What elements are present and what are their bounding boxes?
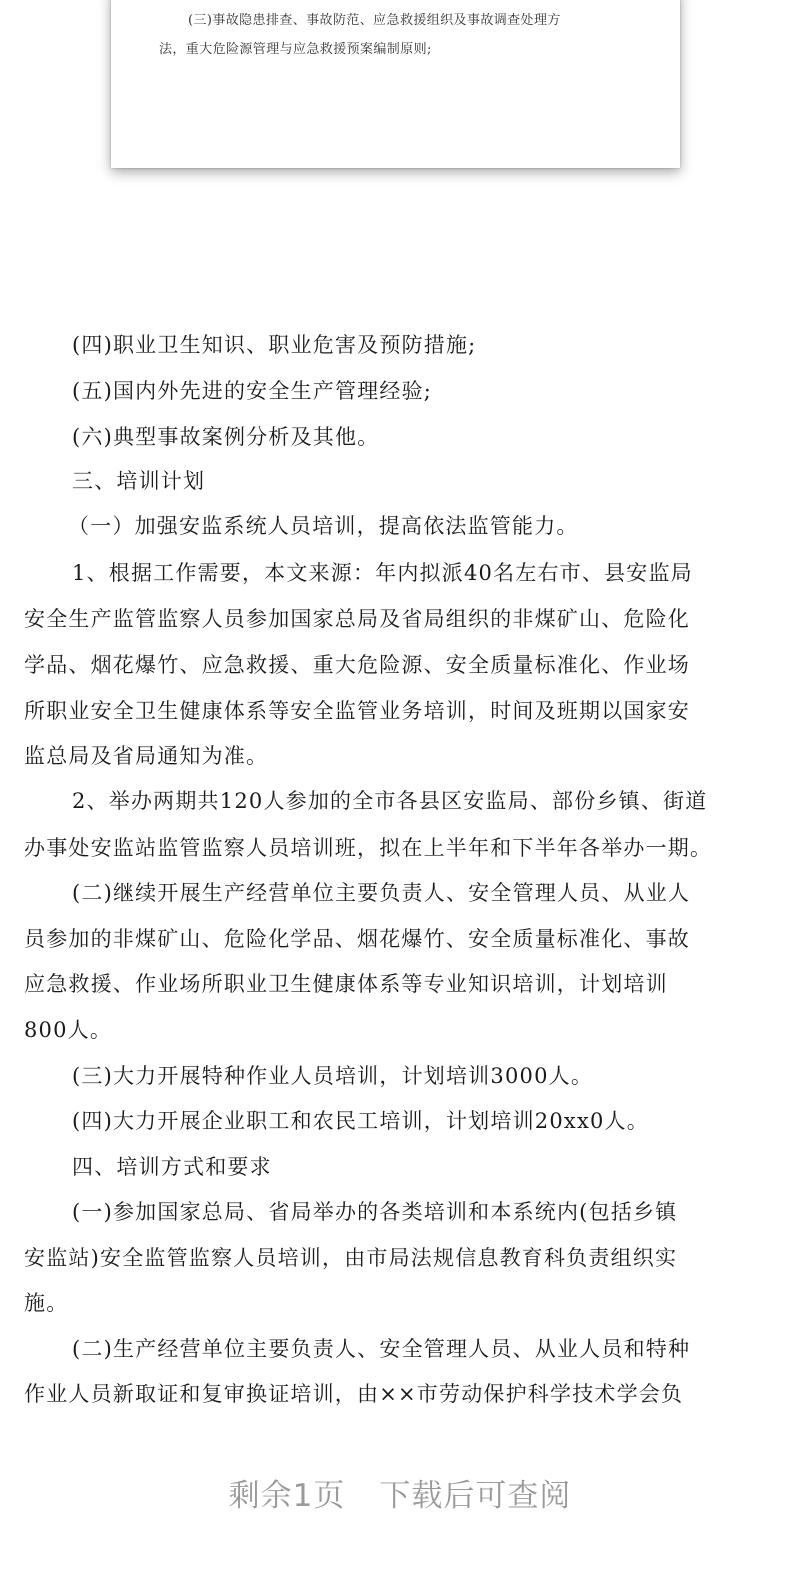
- doc-line: (二)生产经营单位主要负责人、安全管理人员、从业人员和特种: [72, 1337, 691, 1361]
- remaining-pages-label: 剩余1页: [228, 1478, 346, 1514]
- doc-line: 监总局及省局通知为准。: [24, 744, 269, 768]
- section-heading: 四、培训方式和要求: [72, 1155, 272, 1179]
- download-to-view-label[interactable]: 下载后可查阅: [379, 1478, 572, 1514]
- doc-line: 所职业安全卫生健康体系等安全监管业务培训，时间及班期以国家安: [24, 699, 690, 723]
- doc-line: （一）加强安监系统人员培训，提高依法监管能力。: [68, 514, 579, 538]
- doc-line: 作业人员新取证和复审换证培训，由××市劳动保护科学技术学会负: [24, 1382, 684, 1406]
- doc-line: (一)参加国家总局、省局举办的各类培训和本系统内(包括乡镇: [72, 1200, 678, 1224]
- doc-line: (四)职业卫生知识、职业危害及预防措施;: [72, 333, 477, 357]
- doc-line: 办事处安监站监管监察人员培训班，拟在上半年和下半年各举办一期。: [24, 836, 713, 860]
- doc-line: 800人。: [24, 1018, 113, 1042]
- doc-line: (二)继续开展生产经营单位主要负责人、安全管理人员、从业人: [72, 881, 691, 905]
- doc-line: (五)国内外先进的安全生产管理经验;: [72, 379, 433, 403]
- doc-line: (四)大力开展企业职工和农民工培训，计划培训20xx0人。: [72, 1109, 649, 1133]
- doc-line: 安监站)安全监管监察人员培训，由市局法规信息教育科负责组织实: [24, 1246, 678, 1270]
- preview-line-2: 法，重大危险源管理与应急救援预案编制原则;: [159, 42, 432, 57]
- doc-line: 安全生产监管监察人员参加国家总局及省局组织的非煤矿山、危险化: [24, 607, 690, 631]
- doc-line: 1、根据工作需要，本文来源：年内拟派40名左右市、县安监局: [72, 561, 693, 585]
- preview-card: [111, 0, 680, 168]
- doc-line: 施。: [24, 1291, 69, 1315]
- preview-line-1: (三)事故隐患排查、事故防范、应急救援组织及事故调查处理方: [188, 13, 561, 28]
- doc-line: 2、举办两期共120人参加的全市各县区安监局、部份乡镇、街道: [72, 789, 708, 813]
- doc-line: 学品、烟花爆竹、应急救援、重大危险源、安全质量标准化、作业场: [24, 653, 690, 677]
- doc-line: (三)大力开展特种作业人员培训，计划培训3000人。: [72, 1064, 594, 1088]
- doc-line: (六)典型事故案例分析及其他。: [72, 425, 380, 449]
- section-heading: 三、培训计划: [72, 469, 206, 493]
- download-prompt[interactable]: [0, 1470, 800, 1515]
- doc-line: 员参加的非煤矿山、危险化学品、烟花爆竹、安全质量标准化、事故: [24, 927, 690, 951]
- doc-line: 应急救援、作业场所职业卫生健康体系等专业知识培训，计划培训: [24, 972, 668, 996]
